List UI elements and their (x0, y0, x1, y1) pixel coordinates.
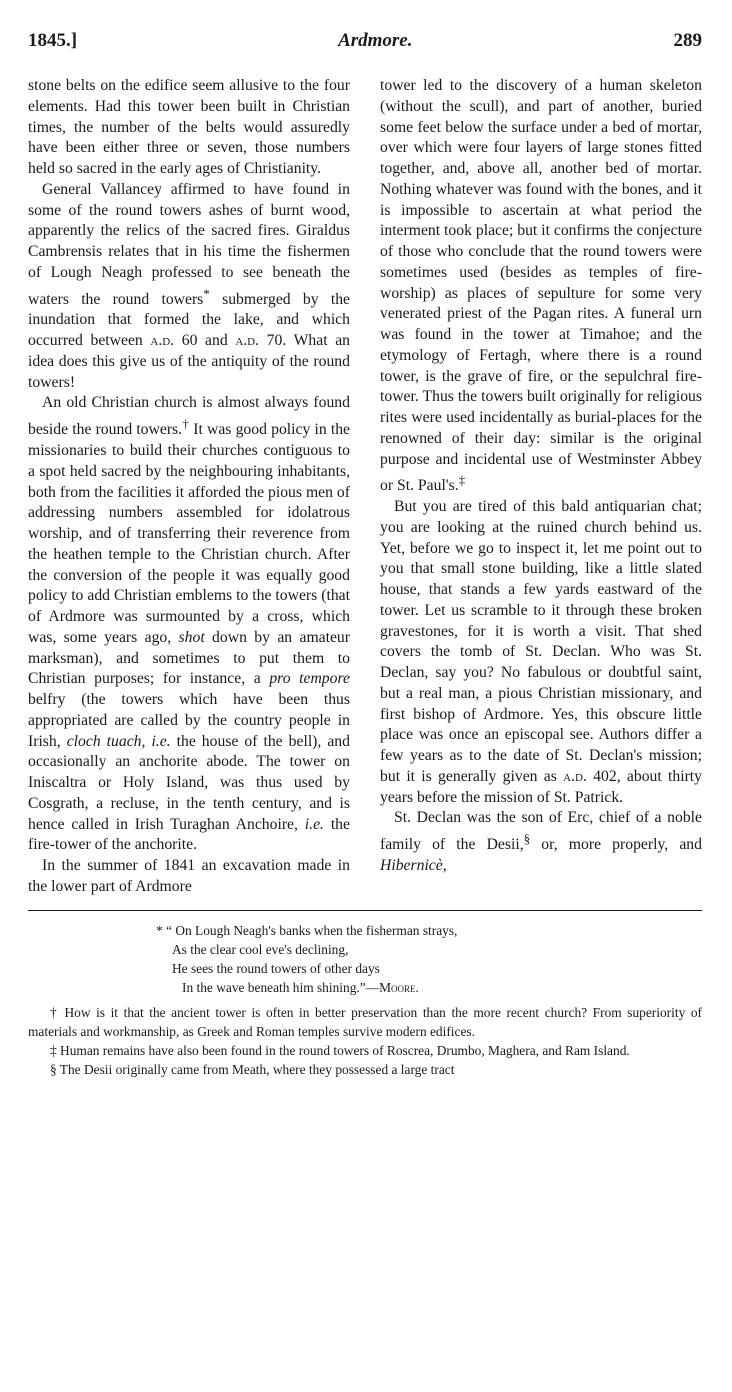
paragraph: In the summer of 1841 an excavation made in the lower part of Ardmore (28, 857, 350, 895)
page-number: 289 (673, 30, 702, 51)
footnote: § The Desii originally came from Meath, where they possessed a large tract (50, 1061, 455, 1077)
paragraph: But you are tired of this bald antiquarian chat; you are looking at the ruined church behind us. Yet, before we go to inspect it, let me point out to you that small stone building, like a little slated house, that stands a few yards eastward of the tower. Let us scramble to it through these broken gravestones, for it is worth a visit. That shed covers the tomb of St. Declan. Who was St. Declan, say you? No fabulous or doubtful saint, but a real man, a pious Christian missionary, and first bishop of Ardmore. Yes, this obscure little place was once an episcopal see. Authors differ a few years as to the date of St. Declan's mission; but it is generally given as a.d. 402, about thirty years before the mission of St. Patrick. (380, 498, 703, 806)
footnote-poem: * “ On Lough Neagh's banks when the fisherman strays, As the clear cool eve's declining, He sees the round towers of other days In the wave beneath him shining.”—Moore. (156, 922, 458, 995)
footnote: ‡ Human remains have also been found in the round towers of Roscrea, Drumbo, Maghera, and Ram Island. (50, 1042, 630, 1058)
body-columns (28, 76, 702, 898)
footnote-ref: § (523, 831, 531, 847)
footnotes (28, 921, 702, 1079)
header-year: 1845.] (28, 30, 78, 51)
left-column (28, 76, 350, 898)
paragraph: tower led to the discovery of a human skeleton (without the scull), and part of another, buried some feet below the surface under a bed of mortar, over which were four layers of large stones fitted together, and, above all, another bed of mortar. Nothing whatever was found with the bones, and it is impossible to ascertain at what period the interment took place; but it confirms the conjecture of those who conclude that the round towers were sometimes used (besides as temples of fire-worship) as places of sepulture for some very venerated priest of the Pagan rites. A funeral urn was found in the tower at Timahoe; and the etymology of Fertagh, where there is a round tower, is the grave of fire, or the sepulchral fire-tower. Thus the towers built originally for religious rites were used incidentally as burial-places for the renowned of their day: similar is the original purpose and incidental use of Westminster Abbey or St. Paul's.‡ (380, 77, 702, 495)
right-column (380, 76, 702, 898)
footnote-divider (28, 910, 702, 911)
paragraph: An old Christian church is almost always found beside the round towers.† It was good policy in the missionaries to build their churches contiguous to a spot held sacred by the neighbouring inhabitants, both from the facilities it afforded the pious men of addressing numbers assembled for idolatrous worship, and of transferring their reverence from the heathen temple to the Christian church. After the conversion of the people it was equally good policy to add Christian emblems to the towers (that of Ardmore was surmounted by a cross, which was, some years ago, shot down by an amateur marksman), and sometimes to put them to Christian purposes; for instance, a pro tempore belfry (the towers which have been thus appropriated are called by the country people in Irish, cloch tuach, i.e. the house of the bell), and occasionally an anchorite abode. The tower on Iniscaltra or Holy Island, was thus used by Cosgrath, a recluse, in the tenth century, and is hence called in Irish Turaghan Anchoire, i.e. the fire-tower of the anchorite. (28, 394, 351, 854)
footnote-ref: † (182, 416, 190, 432)
footnote-ref: * (203, 285, 210, 301)
footnote: † How is it that the ancient tower is often in better preservation than the more recent church? From superiority of materials and workmanship, as Greek and Roman temples survive modern edifices. (28, 1004, 702, 1039)
running-header (28, 30, 702, 64)
paragraph: General Vallancey affirmed to have found in some of the round towers ashes of burnt wood, apparently the relics of the sacred fires. Giraldus Cambrensis relates that in his time the fishermen of Lough Neagh professed to see beneath the waters the round towers* submerged by the inundation that formed the lake, and which occurred between a.d. 60 and a.d. 70. What an idea does this give us of the antiquity of the round towers! (28, 180, 351, 391)
paragraph: stone belts on the edifice seem allusive to the four elements. Had this tower been built in Christian times, the number of the belts would assuredly have been either three or seven, those numbers held so sacred in the early ages of Christianity. (28, 77, 350, 177)
header-title: Ardmore. (338, 30, 413, 51)
paragraph: St. Declan was the son of Erc, chief of a noble family of the Desii,§ or, more properly, and Hibernicè, (380, 809, 702, 875)
footnote-ref: ‡ (458, 472, 466, 488)
